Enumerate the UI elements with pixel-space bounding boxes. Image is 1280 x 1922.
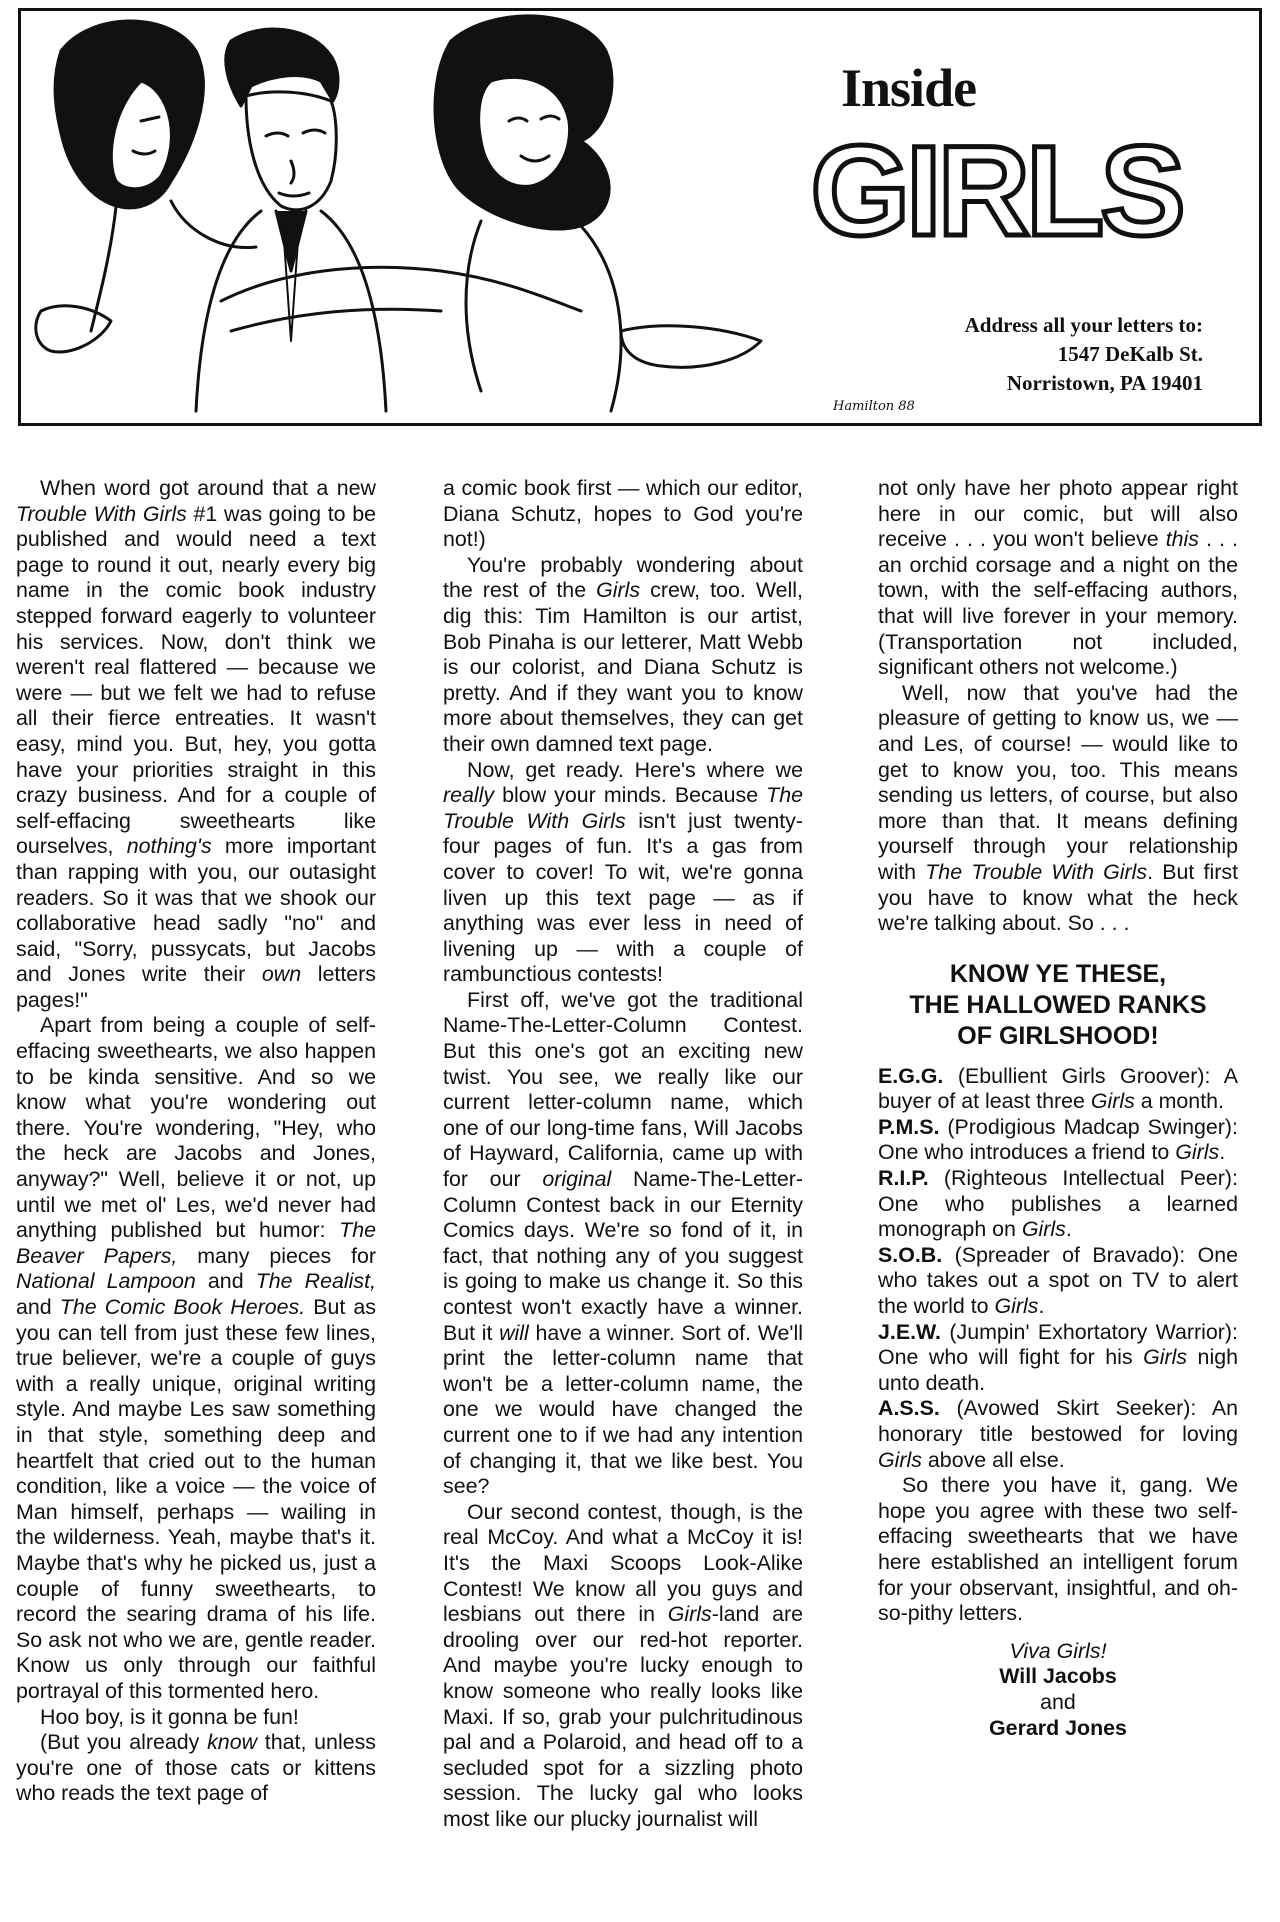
text-column-1 [16, 476, 376, 1807]
mailing-address [965, 311, 1203, 398]
paragraph: Hoo boy, is it gonna be fun! [40, 1704, 299, 1729]
rank-abbreviation: J.E.W. [878, 1319, 942, 1344]
rank-description: (Ebullient Girls Groover): A buyer of at least three Girls a month. [878, 1063, 1238, 1114]
heading-line: KNOW YE THESE, [949, 959, 1167, 988]
paragraph: You're probably wondering about the rest of the Girls crew, too. Well, dig this: Tim Hamilton is our artist, Bob Pinaha is our letterer, Matt Webb is our colorist, and Diana Schutz is pretty. And if they want you to know more about themselves, they can get their own damned text page. [443, 552, 803, 756]
paragraph: Apart from being a couple of self-effacing sweethearts, we also happen to be kinda sensitive. And so we know what you're wondering out there. You're wondering, "Hey, who the heck are Jacobs and Jones, anyway?" Well, believe it or not, up until we met ol' Les, we'd never had anything published but humor: The Beaver Papers, many pieces for National Lampoon and The Realist, and The Comic Book Heroes. But as you can tell from just these few lines, true believer, we're a couple of guys with a really unique, original writing style. And maybe Les saw something in that style, something deep and heartfelt that cried out to the human condition, like a voice — the voice of Man himself, perhaps — wailing in the wilderness. Yeah, maybe that's it. Maybe that's why he picked us, just a couple of funny sweethearts, to record the searing drama of his life. So ask not who we are, gentle reader. Know us only through our faithful portrayal of this tormented hero. [16, 1013, 376, 1703]
section-heading [878, 959, 1238, 1052]
text-column-3 [878, 476, 1238, 1741]
paragraph: Now, get ready. Here's where we really blow your minds. Because The Trouble With Girls isn't just twenty-four pages of fun. It's a gas from cover to cover! To wit, we're gonna liven up this text page — as if anything was ever less in need of livening up — with a couple of rambunctious contests! [443, 757, 803, 987]
paragraph: First off, we've got the traditional Name-The-Letter-Column Contest. But this one's got an exciting new twist. You see, we really like our current letter-column name, which one of our long-time fans, Will Jacobs of Hayward, California, came up with for our original Name-The-Letter-Column Contest back in our Eternity Comics days. We're so fond of it, in fact, that nothing any of you suggest is going to make us change it. So this contest won't exactly have a winner. But it will have a winner. Sort of. We'll print the letter-column name that won't be a letter-column name, the one we would have changed the current one to if we had any intention of changing it, that we like best. You see? [443, 987, 804, 1499]
paragraph: When word got around that a new Trouble With Girls #1 was going to be published and would need a text page to round it out, nearly every big name in the comic book industry stepped forward eagerly to volunteer his services. Now, don't think we weren't real flattered — because we were — but we felt we had to refuse all their fierce entreaties. It wasn't easy, mind you. But, hey, you gotta have your priorities straight in this crazy business. And for a couple of self-effacing sweethearts like ourselves, nothing's more important than rapping with you, our outasight readers. So it was that we shook our collaborative head sadly "no" and said, "Sorry, pussycats, but Jacobs and Jones write their own letters pages!" [16, 476, 376, 1012]
signoff [878, 1639, 1238, 1741]
paragraph: a comic book first — which our editor, Diana Schutz, hopes to God you're not!) [443, 476, 803, 552]
comic-illustration [21, 11, 781, 423]
paragraph: (But you already know that, unless you're one of those cats or kittens who reads the text page of [16, 1730, 376, 1806]
masthead [781, 58, 1251, 267]
heading-line: OF GIRLSHOOD! [957, 1021, 1159, 1050]
author-name: Will Jacobs [999, 1664, 1117, 1689]
masthead-kicker: Inside [841, 58, 977, 118]
heading-line: THE HALLOWED RANKS [909, 990, 1207, 1019]
rank-definition [878, 1166, 1238, 1243]
signoff-line: and [1040, 1689, 1076, 1714]
paragraph: Well, now that you've had the pleasure of getting to know us, we — and Les, of course! — would like to get to know you, too. This means sending us letters, of course, but also more than that. It means defining yourself through your relationship with The Trouble With Girls. But first you have to know what the heck we're talking about. So . . . [878, 680, 1239, 936]
rank-abbreviation: A.S.S. [878, 1396, 940, 1421]
rank-definition [878, 1320, 1238, 1397]
ranks-list [878, 1064, 1238, 1474]
paragraph: Our second contest, though, is the real McCoy. And what a McCoy it is! It's the Maxi Scoops Look-Alike Contest! We know all you guys and lesbians out there in Girls-land are drooling over our red-hot reporter. And maybe you're lucky enough to know someone who really looks like Maxi. If so, grab your pulchritudinous pal and a Polaroid, and head off to a secluded spot for a sizzling photo session. The lucky gal who looks most like our plucky journalist will [443, 1499, 803, 1831]
rank-definition [878, 1243, 1238, 1320]
logo-text: GIRLS [810, 120, 1182, 263]
rank-abbreviation: P.M.S. [878, 1114, 940, 1139]
closing-paragraph: So there you have it, gang. We hope you agree with these two self-effacing sweethearts that we have here established an intelligent forum for your observant, insightful, and oh-so-pithy letters. [878, 1473, 1238, 1626]
author-name: Gerard Jones [989, 1715, 1127, 1740]
address-line-3: Norristown, PA 19401 [1006, 371, 1203, 395]
rank-description: (Prodigious Madcap Swinger): One who introduces a friend to Girls. [878, 1114, 1238, 1165]
rank-description: (Avowed Skirt Seeker): An honorary title bestowed for loving Girls above all else. [878, 1396, 1238, 1472]
header-banner [18, 8, 1262, 426]
signoff-line: Viva Girls! [1009, 1638, 1107, 1663]
artist-signature: Hamilton 88 [833, 399, 915, 414]
rank-description: (Jumpin' Exhortatory Warrior): One who will fight for his Girls nigh unto death. [878, 1319, 1238, 1395]
rank-definition [878, 1396, 1238, 1473]
rank-definition [878, 1115, 1238, 1166]
girls-logo [781, 117, 1221, 267]
rank-definition [878, 1064, 1238, 1115]
paragraph: not only have her photo appear right here in our comic, but will also receive . . . you won't believe this . . . an orchid corsage and a night on the town, with the self-effacing authors, that will live forever in your memory. (Transportation not included, significant others not welcome.) [878, 476, 1238, 680]
rank-description: (Spreader of Bravado): One who takes out a spot on TV to alert the world to Girls. [878, 1242, 1238, 1319]
address-line-2: 1547 DeKalb St. [1057, 342, 1203, 366]
rank-description: (Righteous Intellectual Peer): One who publishes a learned monograph on Girls. [878, 1166, 1238, 1242]
rank-abbreviation: R.I.P. [878, 1166, 929, 1191]
rank-abbreviation: E.G.G. [878, 1063, 944, 1088]
address-line-1: Address all your letters to: [964, 313, 1203, 337]
text-column-2 [443, 476, 803, 1832]
rank-abbreviation: S.O.B. [878, 1242, 943, 1267]
